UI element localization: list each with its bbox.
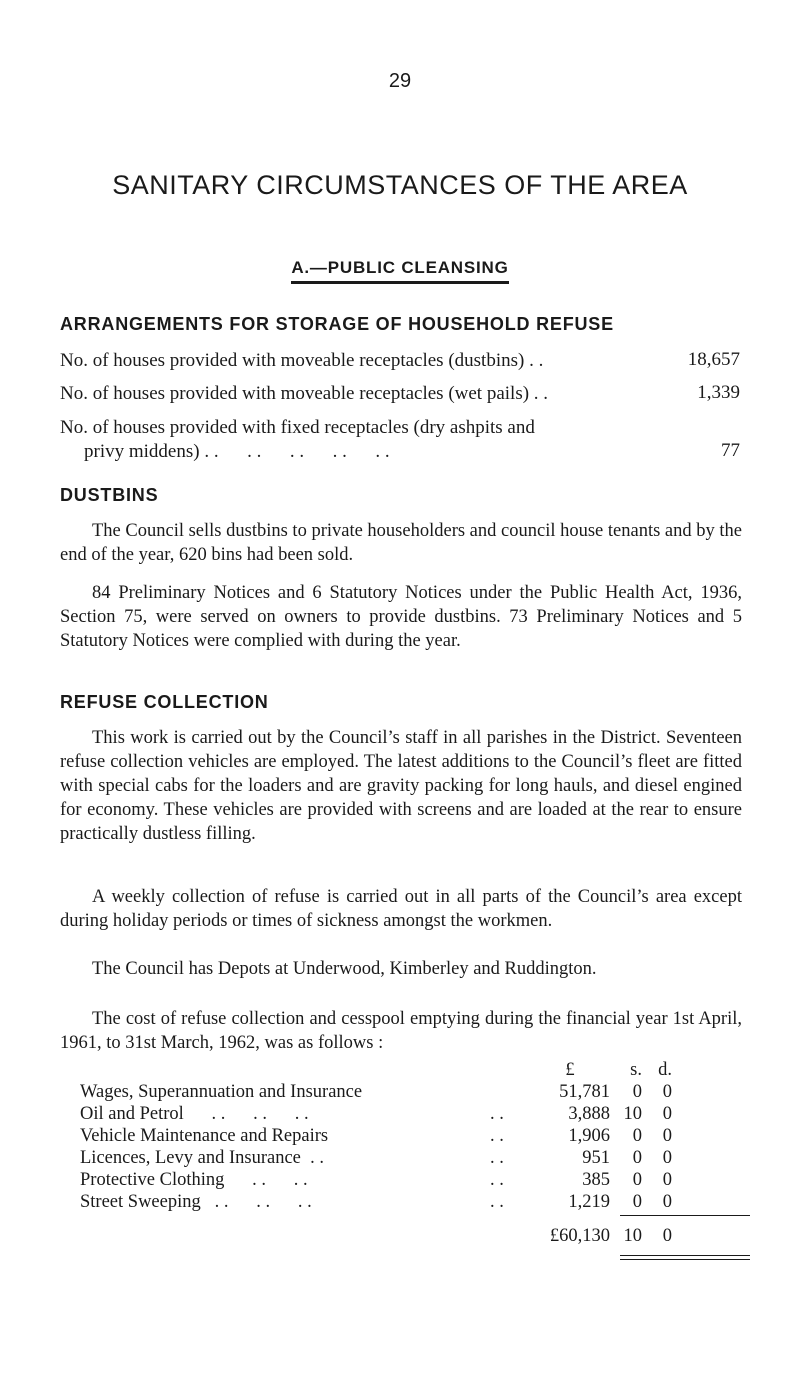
storage-row-fixed-label-line2: privy middens) . . . . . . . . . . [84,441,390,462]
cost-label: Licences, Levy and Insurance . . [80,1148,324,1168]
cost-table [80,1060,680,1248]
section-title [0,258,800,284]
cost-shillings: 0 [632,1126,642,1146]
storage-row-dustbins-value: 18,657 [687,349,740,370]
refuse-paragraph-4 [60,1007,742,1055]
cost-label: Oil and Petrol . . . . . . [80,1104,309,1124]
cost-pence: 0 [662,1170,672,1190]
header-pence: d. [658,1060,672,1080]
cost-shillings: 0 [632,1148,642,1168]
page-title: SANITARY CIRCUMSTANCES OF THE AREA [112,170,688,200]
cost-label: Street Sweeping . . . . . . [80,1192,312,1212]
cost-label: Vehicle Maintenance and Repairs [80,1126,329,1146]
header-pounds: £ [565,1060,575,1080]
cost-shillings: 0 [632,1082,642,1102]
total-shillings: 10 [623,1226,642,1246]
refuse-paragraph-2-text: A weekly collection of refuse is carried out in all parts of the Council’s area except during holiday periods or times of sickness amongst the workmen. [60,887,742,931]
refuse-heading: REFUSE COLLECTION [60,692,269,712]
total-rule-top [620,1215,750,1216]
dustbins-heading: DUSTBINS [60,485,159,505]
cost-pence: 0 [662,1148,672,1168]
cost-pounds: 51,781 [559,1082,610,1102]
storage-row-dustbins-label: No. of houses provided with moveable receptacles (dustbins) . . [60,350,544,371]
cost-pounds: 1,906 [568,1126,610,1146]
section-title-text: A.—PUBLIC CLEANSING [291,258,508,284]
dustbins-paragraph-1 [60,519,742,567]
cost-dots: . . [490,1170,504,1190]
cost-total-row [80,1226,680,1248]
cost-pence: 0 [662,1126,672,1146]
table-row [80,1170,680,1192]
cost-pence: 0 [662,1104,672,1124]
refuse-paragraph-2 [60,885,742,933]
cost-pounds: 385 [582,1170,610,1190]
cost-dots: . . [490,1192,504,1212]
refuse-paragraph-3 [60,957,742,981]
dustbins-paragraph-1-text: The Council sells dustbins to private householders and council house tenants and by the end of the year, 620 bins had been sold. [60,521,742,565]
cost-pence: 0 [662,1192,672,1212]
refuse-paragraph-3-text: The Council has Depots at Underwood, Kimberley and Ruddington. [92,959,597,979]
cost-pounds: 951 [582,1148,610,1168]
page-number: 29 [388,70,412,92]
table-row [80,1126,680,1148]
cost-shillings: 0 [632,1192,642,1212]
cost-dots: . . [490,1104,504,1124]
dustbins-paragraph-2 [60,581,742,653]
refuse-paragraph-4-text: The cost of refuse collection and cesspool emptying during the financial year 1st April, 1961, to 31st March, 1962, was as follows : [60,1009,742,1053]
cost-dots: . . [490,1126,504,1146]
cost-table-header [80,1060,680,1082]
storage-row-fixed-value: 77 [721,440,740,461]
cost-label: Wages, Superannuation and Insurance [80,1082,363,1102]
dustbins-paragraph-2-text: 84 Preliminary Notices and 6 Statutory Notices under the Public Health Act, 1936, Section 75, were served on owners to provide dustbins. 73 Preliminary Notices and 5 Statutory Notices were complied with during the year. [60,583,742,651]
cost-pounds: 1,219 [568,1192,610,1212]
storage-row-wet-pails-label: No. of houses provided with moveable receptacles (wet pails) . . [60,383,549,404]
table-row [80,1148,680,1170]
cost-shillings: 10 [623,1104,642,1124]
storage-heading: ARRANGEMENTS FOR STORAGE OF HOUSEHOLD REFUSE [60,314,614,334]
total-rule-double-2 [620,1259,750,1260]
storage-row-fixed-label-line1: No. of houses provided with fixed receptacles (dry ashpits and [60,417,535,438]
refuse-paragraph-1-text: This work is carried out by the Council’s staff in all parishes in the District. Seventeen refuse collection vehicles are employed. The latest additions to the Council’s fleet are fitted with special cabs for the loaders and are gravity packing for long hauls, and diesel engined for economy. These vehicles are provided with screens and are loaded at the rear to ensure practically dustless filling. [60,728,742,844]
storage-row-wet-pails-value: 1,339 [697,382,740,403]
cost-dots: . . [490,1148,504,1168]
total-pence: 0 [662,1226,672,1246]
header-shillings: s. [630,1060,642,1080]
table-row [80,1082,680,1104]
cost-shillings: 0 [632,1170,642,1190]
total-rule-double-1 [620,1255,750,1256]
cost-pence: 0 [662,1082,672,1102]
table-row [80,1104,680,1126]
table-row [80,1192,680,1214]
cost-label: Protective Clothing . . . . [80,1170,308,1190]
refuse-paragraph-1 [60,726,742,846]
total-pounds: £60,130 [549,1226,610,1246]
cost-pounds: 3,888 [568,1104,610,1124]
